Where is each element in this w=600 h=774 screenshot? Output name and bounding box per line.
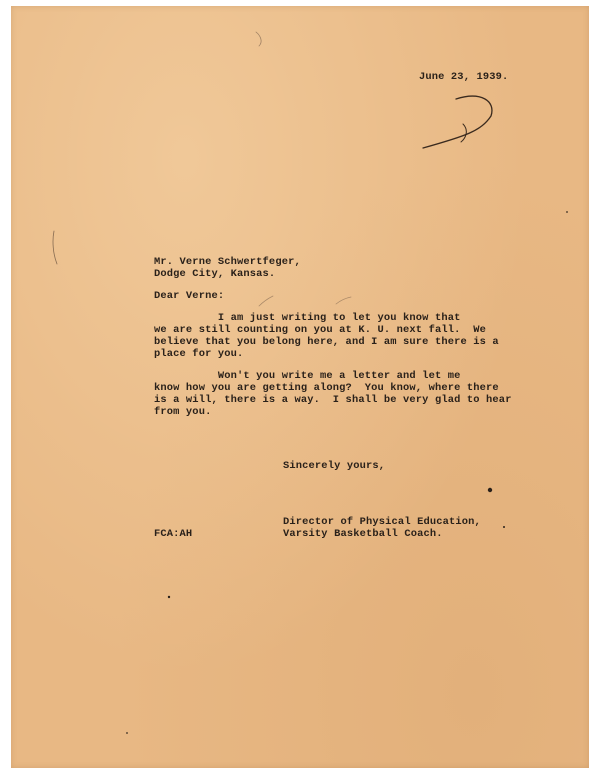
paragraph-line: Won't you write me a letter and let me bbox=[154, 370, 461, 382]
recipient-city: Dodge City, Kansas. bbox=[154, 268, 276, 280]
paragraph-line: from you. bbox=[154, 406, 212, 418]
salutation: Dear Verne: bbox=[154, 290, 225, 302]
closing: Sincerely yours, bbox=[283, 460, 386, 472]
signature-role: Varsity Basketball Coach. bbox=[283, 528, 443, 540]
paragraph-line: is a will, there is a way. I shall be very glad to hear bbox=[154, 394, 512, 406]
letter-date: June 23, 1939. bbox=[419, 71, 509, 83]
recipient-address bbox=[154, 256, 301, 280]
paragraph-line: I am just writing to let you know that bbox=[154, 312, 461, 324]
paragraph-line: know how you are getting along? You know, where there bbox=[154, 382, 499, 394]
recipient-name: Mr. Verne Schwertfeger, bbox=[154, 256, 301, 268]
paragraph-line: place for you. bbox=[154, 348, 244, 360]
reference-initials: FCA:AH bbox=[154, 528, 193, 540]
letter-page bbox=[11, 6, 589, 768]
signature-block bbox=[283, 516, 481, 540]
signature-title: Director of Physical Education, bbox=[283, 516, 481, 528]
body-paragraph-1 bbox=[154, 312, 499, 360]
paragraph-line: believe that you belong here, and I am sure there is a bbox=[154, 336, 499, 348]
paragraph-line: we are still counting on you at K. U. next fall. We bbox=[154, 324, 487, 336]
body-paragraph-2 bbox=[154, 370, 512, 418]
